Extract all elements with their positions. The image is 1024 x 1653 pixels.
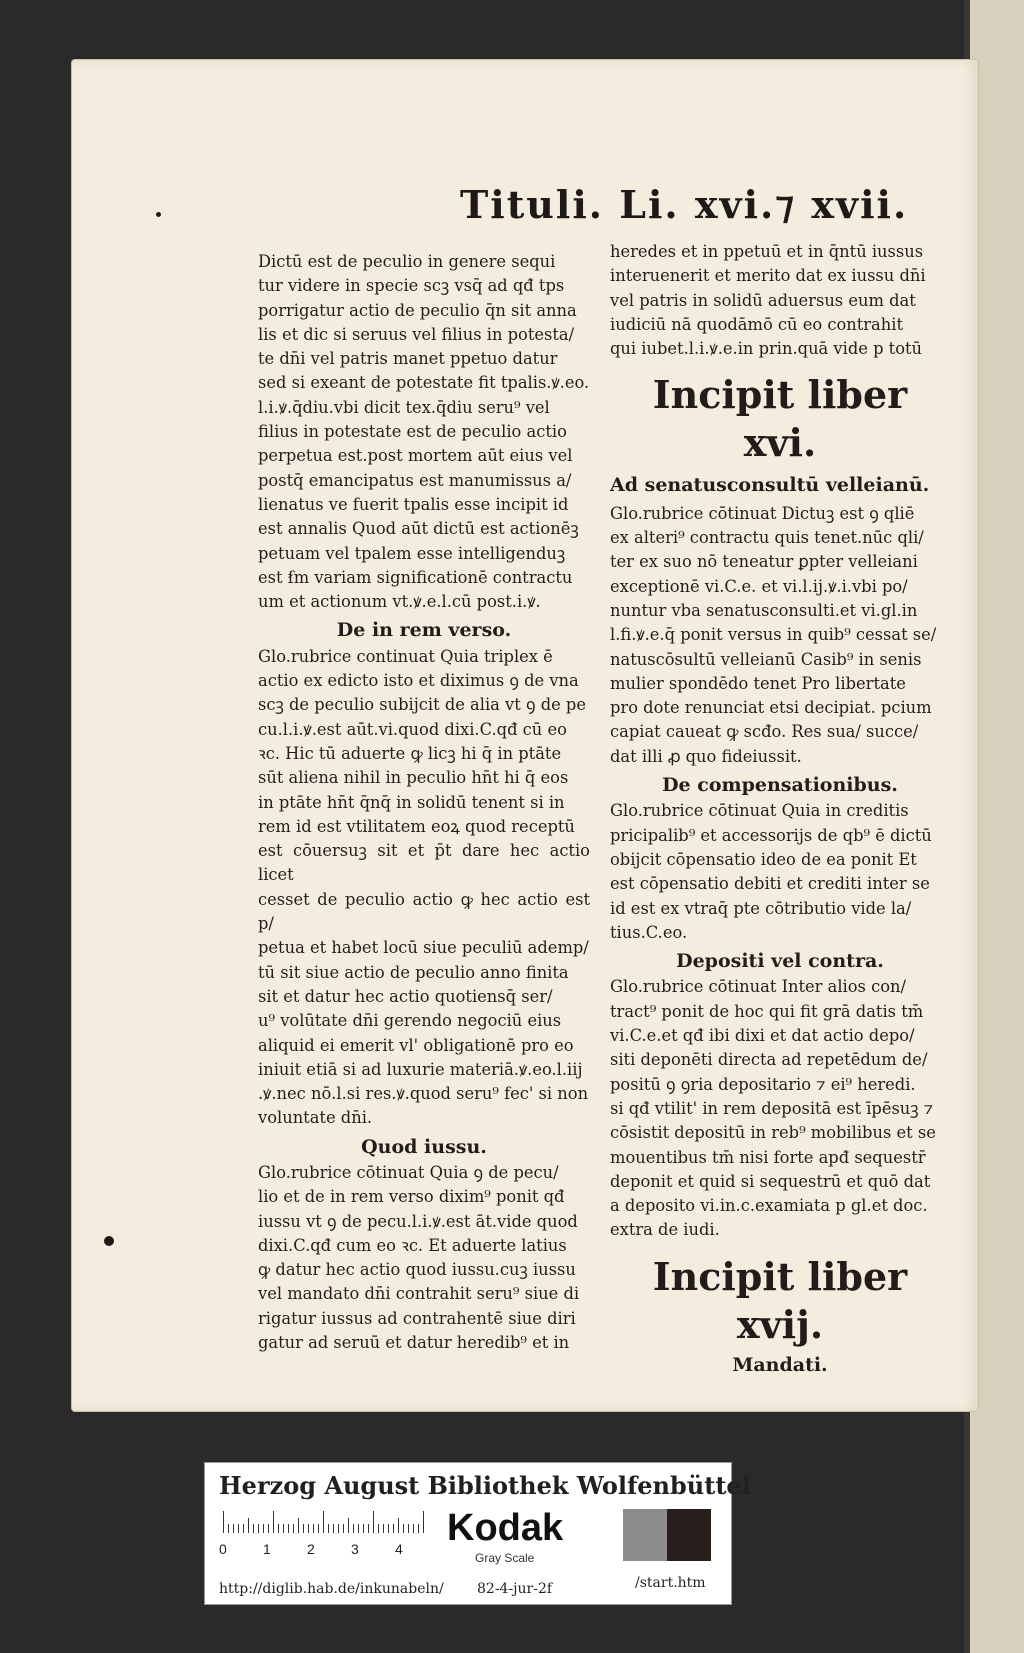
ruler-tick [348,1518,349,1533]
brand-logo: Kodak [447,1507,564,1549]
ruler-tick [423,1511,424,1533]
book-heading: Incipit liber xvij. [652,1253,908,1347]
ruler-number: 4 [395,1541,403,1557]
section-heading: Ad senatusconsultū velleianū. [610,474,930,497]
ruler-tick [288,1524,289,1533]
ruler-tick [358,1524,359,1533]
ruler-tick [403,1524,404,1533]
ruler-tick [328,1524,329,1533]
section-heading: Quod iussu. [361,1135,487,1158]
paragraph: Glo.rubrice cōtinuat Quia in creditis pricipalib⁹ et accessorijs de qb⁹ ē dictū obijcit cōpensatio ideo de ea ponit Et est cōpensatio debiti et crediti inter se id est ex vtraq̄ pte cōtributio vide la/ tius.C.eo. [610,801,932,942]
start-link[interactable]: /start.htm [635,1575,706,1591]
dark-swatch [667,1509,711,1561]
ruler-tick [368,1524,369,1533]
ruler-tick [418,1524,419,1533]
book-heading: Incipit liber xvi. [652,372,908,466]
ruler-number: 0 [219,1541,227,1557]
paragraph: heredes et in ppetuū et in q̄ntū iussus interuenerit et merito dat ex iussu dn̄i vel patris in solidū aduersus eum dat iudiciū nā quodāmō cū eo contrahit qui iubet.l.i.ꝟ.e.in prin.quā vide p totū [610,242,926,359]
section-heading: Mandati. [732,1353,828,1376]
margin-mark [104,1236,114,1246]
ruler-tick [408,1524,409,1533]
ruler-tick [223,1511,224,1533]
margin-mark [156,212,161,217]
ruler-tick [393,1524,394,1533]
brand-subtitle: Gray Scale [475,1551,535,1565]
ruler-tick [373,1511,374,1533]
ruler-tick [258,1524,259,1533]
gray-swatch [623,1509,667,1561]
paragraph: Glo.rubrice cōtinuat Dictuꝫ est ꝯ qliē ex alteri⁹ contractu quis tenet.nūc qli/ ter ex suo nō teneatur ꝑpter velleiani exceptionē vi.C.e. et vi.l.ij.ꝟ.i.vbi po/ nuntur vba senatusconsulti.et vi.gl.in l.fi.ꝟ.e.q̄ ponit versus in quib⁹ cessat se/ natuscōsultū velleianū Casib⁹ in senis mulier spondēdo tenet Pro libertate pro dote renunciat etsi decipiat. pcium capiat caueat ꝙ scđo. Res sua/ succe/ dat illi ꝓ quo fideiussit. [610,503,937,766]
ruler-number: 3 [351,1541,359,1557]
ruler-number: 2 [307,1541,315,1557]
paragraph: Glo.rubrice continuat Quia triplex ē actio ex edicto isto et diximus ꝯ de vna scꝫ de peculio subijcit de alia vt ꝯ de pe cu.l.i.ꝟ.est aūt.vi.quod dixi.C.qđ cū eo ꝛc. Hic tū aduerte ꝙ licꝫ hi q̄ in ptāte sūt aliena nihil in peculio hn̄t hi q̄ eos in ptāte hn̄t q̄nq̄ in solidū tenent si in rem id est vtilitatem eoꝝ quod receptū est cōuersuꝫ sit et p̄t dare hec actio licet cesset de peculio actio ꝙ hec actio est p/ petua et habet locū siue peculiū ademp/ tū sit siue actio de peculio anno finita sit et datur hec actio quotiensq̄ ser/ u⁹ volūtate dn̄i gerendo negociū eius aliquid ei emerit vl' obligationē pro eo iniuit etiā si ad luxurie materiā.ꝟ.eo.l.iij .ꝟ.nec nō.l.si res.ꝟ.quod seru⁹ fec' si non voluntate dn̄i. [258,646,590,1128]
scale-ruler [223,1511,433,1533]
ruler-tick [293,1524,294,1533]
ruler-tick [388,1524,389,1533]
ruler-tick [318,1524,319,1533]
paragraph: Dictū est de peculio in genere sequi tur videre in specie scꝫ vsq̄ ad qđ tps porrigatur actio de peculio q̄n sit anna lis et dic si seruus vel filius in potesta/ te dn̄i vel patris manet ppetuo datur sed si exeant de potestate fit tpalis.ꝟ.eo. l.i.ꝟ.q̄diu.vbi dicit tex.q̄diu seru⁹ vel filius in potestate est de peculio actio perpetua est.post mortem aūt eius vel postq̄ emancipatus est manumissus a/ lienatus ve fuerit tpalis esse incipit id est annalis Quod aūt dictū est actionēꝫ petuam vel tpalem esse intelligenduꝫ est ẜm variam significationē contractu um et actionum vt.ꝟ.e.l.cū post.i.ꝟ. [258,252,590,612]
ruler-tick [378,1524,379,1533]
right-column [610,240,950,1379]
ruler-tick [263,1524,264,1533]
ruler-tick [243,1524,244,1533]
ruler-tick [278,1524,279,1533]
ruler-tick [248,1518,249,1533]
shelfmark: 82-4-jur-2f [477,1581,553,1597]
section-heading: Depositi vel contra. [676,950,884,973]
ruler-tick [363,1524,364,1533]
ruler-tick [298,1518,299,1533]
ruler-tick [273,1511,274,1533]
adjacent-page-edge [970,0,1024,1653]
section-heading: De in rem verso. [336,619,512,642]
left-column [258,250,590,1355]
source-url: http://diglib.hab.de/inkunabeln/ [219,1581,444,1597]
ruler-tick [383,1524,384,1533]
ruler-tick [313,1524,314,1533]
paragraph: Glo.rubrice cōtinuat Inter alios con/ tract⁹ ponit de hoc qui fit grā datis tm̄ vi.C.e.et qđ ibi dixi et dat actio depo/ siti deponēti directa ad repetēdum de/ positū ꝯ ꝯria depositario ⁊ ei⁹ heredi. si qđ vtilit' in rem depositā est īpēsuꝫ ⁊ cōsistit depositū in reb⁹ mobilibus et se mouentibus tm̄ nisi forte apđ sequestr̄ deponit et quid si sequestrū et quō dat a deposito vi.in.c.examiata p gl.et doc. extra de iudi. [610,977,936,1240]
ruler-tick [343,1524,344,1533]
ruler-tick [413,1524,414,1533]
ruler-tick [253,1524,254,1533]
color-target-card [204,1462,751,1605]
ruler-tick [228,1524,229,1533]
library-name: Herzog August Bibliothek Wolfenbüttel [219,1471,751,1500]
running-header: Tituli. Li. xvi.⁊ xvii. [460,182,909,227]
ruler-tick [353,1524,354,1533]
ruler-tick [303,1524,304,1533]
ruler-tick [308,1524,309,1533]
ruler-tick [338,1524,339,1533]
ruler-tick [238,1524,239,1533]
ruler-tick [398,1518,399,1533]
ruler-tick [333,1524,334,1533]
ruler-tick [233,1524,234,1533]
section-heading: De compensationibus. [662,774,898,797]
paragraph: Glo.rubrice cōtinuat Quia ꝯ de pecu/ lio et de in rem verso dixim⁹ ponit qđ iussu vt ꝯ de pecu.l.i.ꝟ.est āt.vide quod dixi.C.qđ cum eo ꝛc. Et aduerte latius ꝙ datur hec actio quod iussu.cuꝫ iussu vel mandato dn̄i contrahit seru⁹ siue di rigatur iussus ad contrahentē siue diri gatur ad seruū et datur heredib⁹ et in [258,1162,580,1353]
ruler-tick [283,1524,284,1533]
ruler-number: 1 [263,1541,271,1557]
ruler-tick [323,1511,324,1533]
ruler-tick [268,1524,269,1533]
